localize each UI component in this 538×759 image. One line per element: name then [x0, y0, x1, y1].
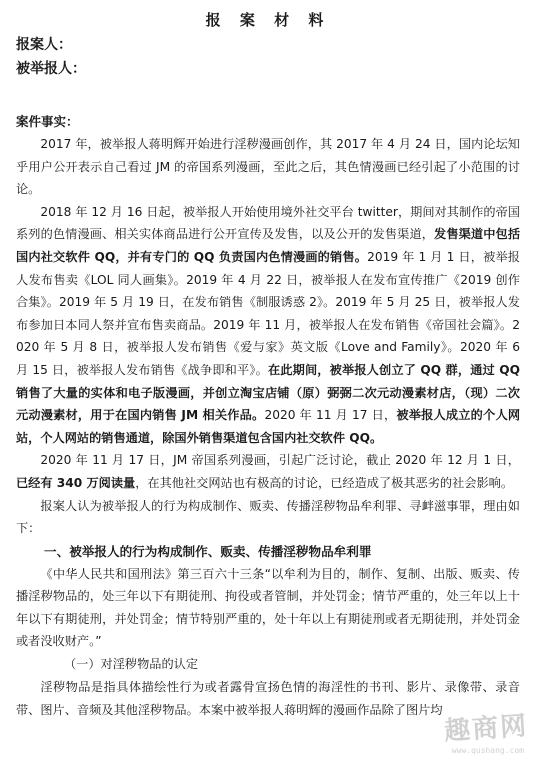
subsection-heading-1: （一）对淫秽物品的认定	[64, 657, 199, 672]
fact-paragraph-2	[16, 201, 520, 450]
reporter-field: 报案人：	[16, 37, 72, 53]
fact-paragraph-2-part2: 2019 年 1 月 1 日，被举报人发布售卖《LOL 同人画集》。2019 年 4 月 22 日，被举报人在发布宣传推广《2019 创作合集》。2019 年 5 月 19 日，在发布销售《制服诱惑 2》。2019 年 5 月 25 日，被举报人发布参加日本同人祭并宣布售卖商品。2019 年 11 月，被举报人在发布销售《帝国社会篇》。2020 年 5 月 8 日，被举报人发布销售《爱与家》英文版《Love and Family》。2020 年 6 月 15 日，被举报人发布销售《战争即和平》。	[16, 249, 520, 377]
fact-paragraph-3-bold1: 已经有 340 万阅读量	[16, 475, 136, 490]
fact-paragraph-1: 2017 年，被举报人蒋明辉开始进行淫秽漫画创作，其 2017 年 4 月 24 日，国内论坛知乎用户公开表示自己看过 JM 的帝国系列漫画，至此之后，其色情漫画已经引起了小范围的讨论。	[16, 137, 520, 197]
watermark-url: www.qushang.com	[451, 746, 524, 755]
fact-paragraph-3-part1: 2020 年 11 月 17 日，JM 帝国系列漫画，引起广泛讨论，截止 2020 年 12 月 1 日，	[40, 453, 520, 468]
document-title: 报 案 材 料	[205, 11, 331, 29]
opinion-paragraph: 报案人认为被举报人的行为构成制作、贩卖、传播淫秽物品牟利罪、寻衅滋事罪，理由如下：	[16, 498, 520, 536]
fact-paragraph-2-part3: 2020 年 11 月 17 日，	[264, 408, 397, 423]
fact-paragraph-3-part2: ，在其他社交网站也有极高的讨论，已经造成了极其恶劣的社会影响。	[135, 475, 514, 490]
fact-paragraph-2-bold3: 被举报人成立的个人网站，个人网站的销售通道，除国外销售渠道包含国内社交软件 QQ。	[16, 408, 521, 445]
watermark-logo: 趣商网	[443, 711, 530, 747]
fact-paragraph-2-part1: 2018 年 12 月 16 日起，被举报人开始使用境外社交平台 twitter，期间对其制作的帝国系列的色情漫画、相关实体商品进行公开宣传及发售，以及公开的发售渠道，	[16, 204, 520, 242]
fact-paragraph-3	[16, 449, 520, 494]
fact-paragraph-2-bold1: 发售渠道中包括国内社交软件 QQ，并有专门的 QQ 负责国内色情漫画的销售。	[16, 227, 521, 264]
fact-paragraph-2-bold2: 在此期间，被举报人创立了 QQ 群，通过 QQ 销售了大量的实体和电子版漫画，并创立淘宝店铺（原）弼弼二次元动漫素材店，（现）二次元动漫素材，用于在国内销售 JM 相关作品。	[16, 362, 521, 423]
reported-person-field: 被举报人：	[16, 61, 86, 77]
section-heading-1: 一、被举报人的行为构成制作、贩卖、传播淫秽物品牟利罪	[44, 543, 372, 559]
definition-paragraph: 淫秽物品是指具体描绘性行为或者露骨宣扬色情的海淫性的书刊、影片、录像带、录音带、图片、音频及其他淫秽物品。本案中被举报人蒋明辉的漫画作品除了图片均	[16, 680, 520, 717]
law-citation-paragraph: 《中华人民共和国刑法》第三百六十三条“以牟利为目的，制作、复制、出版、贩卖、传播淫秽物品的，处三年以下有期徒刑、拘役或者管制，并处罚金；情节严重的，处三年以上十年以下有期徒刑，并处罚金；情节特别严重的，处十年以上有期徒刑或者无期徒刑，并处罚金或者没收财产。”	[16, 566, 520, 649]
facts-section-label: 案件事实：	[16, 114, 79, 129]
